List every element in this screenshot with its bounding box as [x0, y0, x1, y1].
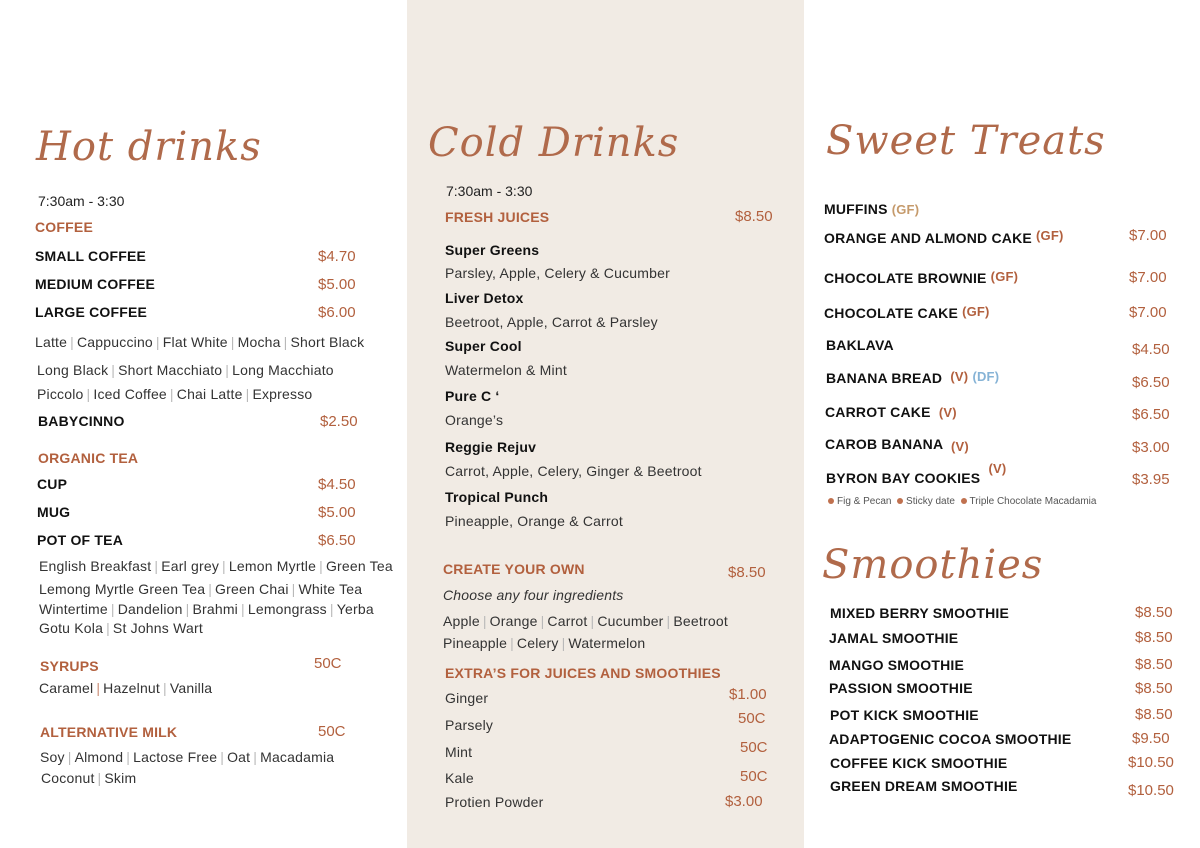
dietary-tag: (GF) [962, 304, 990, 319]
ingredient: Pineapple [443, 635, 508, 651]
coffee-style: Piccolo [37, 386, 84, 402]
tea-varieties-line: Gotu Kola | St Johns Wart [39, 620, 203, 636]
tea-mug-price: $5.00 [318, 504, 356, 521]
coffee-heading: COFFEE [35, 219, 93, 235]
juice-description: Watermelon & Mint [445, 362, 567, 378]
coffee-style: Cappuccino [76, 334, 153, 350]
tea-variety: Gotu Kola [39, 620, 104, 636]
extra-name: Ginger [445, 690, 489, 706]
milk-option: Macadamia [260, 749, 335, 765]
ingredient: Orange [489, 613, 538, 629]
smoothie-name: GREEN DREAM SMOOTHIE [830, 778, 1018, 794]
smoothies-title: Smoothies [822, 542, 1044, 588]
syrup-option: Hazelnut [103, 680, 161, 696]
coffee-style: Mocha [237, 334, 281, 350]
dietary-tag: (GF) [990, 269, 1019, 284]
juice-description: Parsley, Apple, Celery & Cucumber [445, 265, 670, 281]
treat-name [825, 404, 957, 420]
tea-variety: Dandelion [117, 601, 183, 617]
bullet-dot-icon [961, 498, 967, 504]
tea-variety: White Tea [298, 581, 363, 597]
alternative-milk-price: 50C [318, 723, 346, 740]
treat-price: $7.00 [1129, 227, 1167, 244]
treat-name [824, 230, 1064, 246]
ingredient: Celery [516, 635, 559, 651]
smoothie-price: $9.50 [1132, 730, 1170, 747]
treat-price: $3.00 [1132, 439, 1170, 456]
extra-price: 50C [740, 739, 768, 756]
treat-price: $6.50 [1132, 374, 1170, 391]
juice-name: Tropical Punch [445, 489, 549, 505]
fresh-juices-heading: FRESH JUICES [445, 209, 550, 225]
smoothie-name: PASSION SMOOTHIE [829, 680, 973, 696]
treat-price: $6.50 [1132, 406, 1170, 423]
tea-varieties-line: Wintertime | Dandelion | Brahmi | Lemongrass | Yerba [39, 601, 374, 617]
ingredient: Apple [443, 613, 480, 629]
smoothie-price: $8.50 [1135, 680, 1173, 697]
extra-name: Kale [445, 770, 474, 786]
tea-cup-name: CUP [37, 476, 68, 492]
dietary-tag: (GF) [891, 202, 920, 217]
tea-varieties-line: Lemong Myrtle Green Tea | Green Chai | White Tea [39, 581, 363, 597]
treat-name [826, 461, 1007, 486]
medium-coffee-name: MEDIUM COFFEE [35, 276, 156, 292]
tea-variety: Wintertime [39, 601, 108, 617]
dietary-tag: (V) [938, 405, 957, 420]
bullet-dot-icon [828, 498, 834, 504]
milk-options-line: Coconut | Skim [41, 770, 137, 786]
treat-price: $7.00 [1129, 269, 1167, 286]
ingredients-line: Apple | Orange | Carrot | Cucumber | Beetroot [443, 613, 728, 629]
coffee-styles-line: Latte | Cappuccino | Flat White | Mocha | Short Black [35, 334, 365, 350]
cookie-flavour: Sticky date [906, 496, 955, 507]
tea-variety: Brahmi [192, 601, 238, 617]
juice-name: Pure C ‘ [445, 388, 500, 404]
dietary-tag: (DF) [972, 369, 1000, 384]
treat-label: MUFFINS [824, 201, 888, 217]
smoothie-price: $8.50 [1135, 706, 1173, 723]
syrups-heading: SYRUPS [40, 658, 99, 674]
extra-price: 50C [740, 768, 768, 785]
tea-variety: Earl grey [161, 558, 220, 574]
juice-name: Super Greens [445, 242, 540, 258]
treat-label: CAROB BANANA [825, 436, 943, 452]
tea-variety: Lemong Myrtle Green Tea [39, 581, 206, 597]
milk-option: Almond [74, 749, 124, 765]
smoothie-price: $8.50 [1135, 604, 1173, 621]
treat-label: BAKLAVA [826, 337, 894, 353]
tea-variety: Lemon Myrtle [228, 558, 317, 574]
treat-name [824, 270, 1018, 286]
small-coffee-price: $4.70 [318, 248, 356, 265]
tea-variety: Lemongrass [247, 601, 327, 617]
treat-price: $3.95 [1132, 471, 1170, 488]
coffee-style: Expresso [252, 386, 313, 402]
ingredient: Beetroot [673, 613, 728, 629]
smoothie-name: ADAPTOGENIC COCOA SMOOTHIE [829, 731, 1072, 747]
smoothie-price: $10.50 [1128, 782, 1174, 799]
treat-label: BANANA BREAD [826, 370, 943, 386]
coffee-styles-line: Piccolo | Iced Coffee | Chai Latte | Expresso [37, 386, 313, 402]
ingredient: Carrot [547, 613, 588, 629]
juice-description: Orange’s [445, 412, 504, 428]
extra-price: $1.00 [729, 686, 767, 703]
tea-variety: St Johns Wart [112, 620, 203, 636]
treat-name [826, 337, 894, 353]
juice-name: Reggie Rejuv [445, 439, 537, 455]
pot-of-tea-price: $6.50 [318, 532, 356, 549]
dietary-tag: (GF) [1036, 228, 1064, 243]
treat-name [825, 436, 969, 452]
hot-drinks-title: Hot drinks [36, 124, 262, 170]
coffee-style: Short Macchiato [118, 362, 223, 378]
cookie-flavour: Triple Chocolate Macadamia [969, 496, 1097, 507]
fresh-juices-price: $8.50 [735, 208, 773, 225]
syrup-option: Vanilla [169, 680, 213, 696]
cold-drinks-hours: 7:30am - 3:30 [446, 183, 533, 199]
milk-option: Skim [104, 770, 137, 786]
create-your-own-heading: CREATE YOUR OWN [443, 561, 585, 577]
alternative-milk-heading: ALTERNATIVE MILK [40, 724, 178, 740]
syrups-price: 50C [314, 655, 342, 672]
extra-name: Protien Powder [445, 794, 544, 810]
smoothie-price: $8.50 [1135, 629, 1173, 646]
juice-description: Beetroot, Apple, Carrot & Parsley [445, 314, 658, 330]
tea-variety: Green Chai [215, 581, 289, 597]
ingredient: Watermelon [568, 635, 646, 651]
extras-heading: EXTRA’S FOR JUICES AND SMOOTHIES [445, 665, 721, 681]
cookie-flavours [828, 496, 1096, 507]
create-your-own-subtitle: Choose any four ingredients [443, 587, 624, 603]
juice-name: Liver Detox [445, 290, 524, 306]
milk-option: Coconut [41, 770, 95, 786]
syrup-option: Caramel [39, 680, 94, 696]
tea-mug-name: MUG [37, 504, 71, 520]
milk-option: Soy [40, 749, 65, 765]
coffee-styles-line: Long Black | Short Macchiato | Long Macchiato [37, 362, 334, 378]
smoothie-name: MIXED BERRY SMOOTHIE [830, 605, 1010, 621]
medium-coffee-price: $5.00 [318, 276, 356, 293]
tea-variety: Yerba [336, 601, 374, 617]
tea-cup-price: $4.50 [318, 476, 356, 493]
pot-of-tea-name: POT OF TEA [37, 532, 123, 548]
large-coffee-price: $6.00 [318, 304, 356, 321]
juice-description: Pineapple, Orange & Carrot [445, 513, 623, 529]
milk-option: Oat [227, 749, 251, 765]
juice-description: Carrot, Apple, Celery, Ginger & Beetroot [445, 463, 702, 479]
coffee-style: Long Macchiato [232, 362, 334, 378]
treat-label: CARROT CAKE [825, 404, 931, 420]
coffee-style: Long Black [37, 362, 109, 378]
treat-price: $4.50 [1132, 341, 1170, 358]
dietary-tag: (V) [950, 369, 969, 384]
large-coffee-name: LARGE COFFEE [35, 304, 148, 320]
extra-price: 50C [738, 710, 766, 727]
hot-drinks-hours: 7:30am - 3:30 [38, 193, 125, 209]
coffee-style: Chai Latte [176, 386, 243, 402]
coffee-style: Short Black [290, 334, 365, 350]
milk-options-line: Soy | Almond | Lactose Free | Oat | Macadamia [40, 749, 335, 765]
create-your-own-price: $8.50 [728, 564, 766, 581]
smoothie-price: $10.50 [1128, 754, 1174, 771]
small-coffee-name: SMALL COFFEE [35, 248, 147, 264]
smoothie-name: JAMAL SMOOTHIE [829, 630, 959, 646]
babycinno-price: $2.50 [320, 413, 358, 430]
tea-variety: English Breakfast [39, 558, 152, 574]
smoothie-price: $8.50 [1135, 656, 1173, 673]
extra-name: Mint [445, 744, 473, 760]
babycinno-name: BABYCINNO [38, 413, 125, 429]
ingredients-line: Pineapple | Celery | Watermelon [443, 635, 646, 651]
dietary-tag: (V) [988, 461, 1007, 476]
treat-label: BYRON BAY COOKIES [826, 470, 981, 486]
tea-varieties-line: English Breakfast | Earl grey | Lemon Myrtle | Green Tea [39, 558, 393, 574]
sweet-treats-title: Sweet Treats [826, 118, 1106, 164]
treat-name [826, 370, 999, 386]
treat-label: CHOCOLATE BROWNIE [824, 270, 987, 286]
coffee-style: Latte [35, 334, 68, 350]
ingredient: Cucumber [597, 613, 664, 629]
extra-name: Parsely [445, 717, 494, 733]
juice-name: Super Cool [445, 338, 522, 354]
dietary-tag: (V) [950, 439, 969, 454]
coffee-style: Iced Coffee [93, 386, 167, 402]
coffee-style: Flat White [162, 334, 228, 350]
milk-option: Lactose Free [133, 749, 218, 765]
treat-name [824, 201, 919, 217]
treat-price: $7.00 [1129, 304, 1167, 321]
cold-drinks-title: Cold Drinks [428, 120, 680, 166]
tea-variety: Green Tea [325, 558, 393, 574]
cookie-flavour: Fig & Pecan [837, 496, 892, 507]
organic-tea-heading: ORGANIC TEA [38, 450, 139, 466]
treat-name [824, 305, 990, 321]
smoothie-name: COFFEE KICK SMOOTHIE [830, 755, 1008, 771]
syrups-line: Caramel | Hazelnut | Vanilla [39, 680, 213, 696]
smoothie-name: POT KICK SMOOTHIE [830, 707, 979, 723]
treat-label: CHOCOLATE CAKE [824, 305, 958, 321]
extra-price: $3.00 [725, 793, 763, 810]
bullet-dot-icon [897, 498, 903, 504]
smoothie-name: MANGO SMOOTHIE [829, 657, 965, 673]
treat-label: ORANGE AND ALMOND CAKE [824, 230, 1032, 246]
